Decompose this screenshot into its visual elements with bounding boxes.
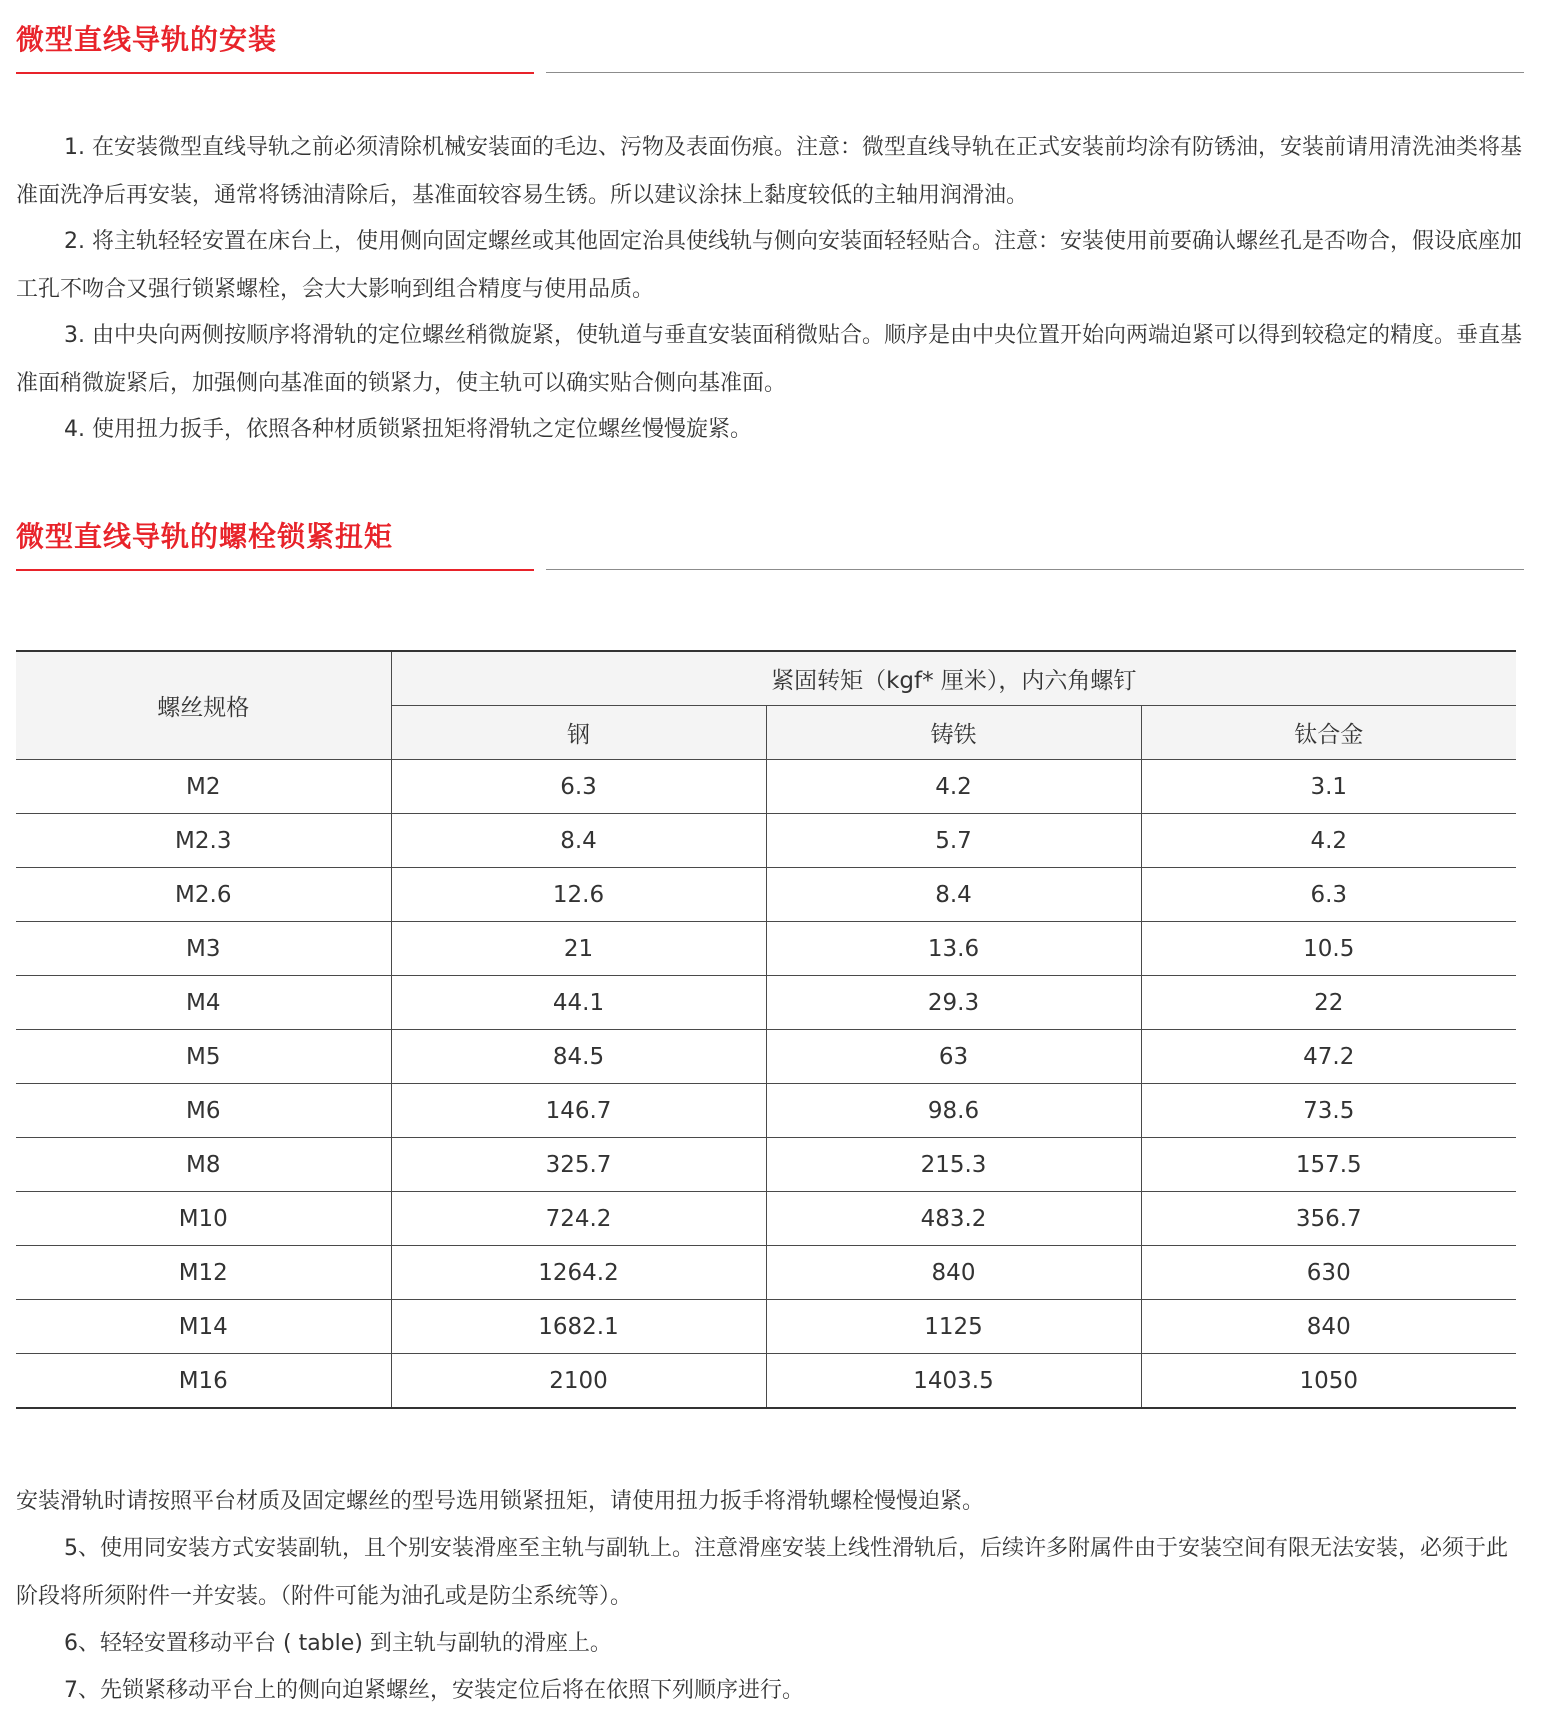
table-row xyxy=(16,760,1516,814)
cell-steel: 44.1 xyxy=(391,976,766,1030)
title-divider-gray xyxy=(546,569,1524,570)
cell-screw-spec: M2.3 xyxy=(16,814,391,868)
install-step-4: 4. 使用扭力扳手，依照各种材质锁紧扭矩将滑轨之定位螺丝慢慢旋紧。 xyxy=(64,417,752,442)
cell-steel: 84.5 xyxy=(391,1030,766,1084)
title-underline-red xyxy=(16,569,534,571)
cell-steel: 325.7 xyxy=(391,1138,766,1192)
cell-steel: 724.2 xyxy=(391,1192,766,1246)
cell-titanium-alloy: 356.7 xyxy=(1141,1192,1516,1246)
cell-titanium-alloy: 22 xyxy=(1141,976,1516,1030)
cell-titanium-alloy: 4.2 xyxy=(1141,814,1516,868)
install-step-6: 6、轻轻安置移动平台 ( table) 到主轨与副轨的滑座上。 xyxy=(64,1631,612,1656)
cell-cast-iron: 840 xyxy=(766,1246,1141,1300)
torque-table-header xyxy=(16,651,1516,760)
install-step-7: 7、先锁紧移动平台上的侧向迫紧螺丝，安装定位后将在依照下列顺序进行。 xyxy=(64,1678,804,1703)
cell-steel: 146.7 xyxy=(391,1084,766,1138)
cell-cast-iron: 63 xyxy=(766,1030,1141,1084)
cell-titanium-alloy: 3.1 xyxy=(1141,760,1516,814)
cell-cast-iron: 29.3 xyxy=(766,976,1141,1030)
install-step-1: 1. 在安装微型直线导轨之前必须清除机械安装面的毛边、污物及表面伤痕。注意：微型直线导轨在正式安装前均涂有防锈油，安装前请用清洗油类将基准面洗净后再安装，通常将锈油清除后，基准面较容易生锈。所以建议涂抹上黏度较低的主轴用润滑油。 xyxy=(16,135,1522,208)
cell-titanium-alloy: 1050 xyxy=(1141,1354,1516,1409)
section-title-installation: 微型直线导轨的安装 xyxy=(16,23,278,56)
cell-screw-spec: M14 xyxy=(16,1300,391,1354)
cell-cast-iron: 1403.5 xyxy=(766,1354,1141,1409)
install-step-3: 3. 由中央向两侧按顺序将滑轨的定位螺丝稍微旋紧，使轨道与垂直安装面稍微贴合。顺序是由中央位置开始向两端迫紧可以得到较稳定的精度。垂直基准面稍微旋紧后，加强侧向基准面的锁紧力，使主轨可以确实贴合侧向基准面。 xyxy=(16,323,1522,396)
cell-titanium-alloy: 630 xyxy=(1141,1246,1516,1300)
install-step-2: 2. 将主轨轻轻安置在床台上，使用侧向固定螺丝或其他固定治具使线轨与侧向安装面轻轻贴合。注意：安装使用前要确认螺丝孔是否吻合，假设底座加工孔不吻合又强行锁紧螺栓，会大大影响到组合精度与使用品质。 xyxy=(16,229,1522,302)
table-row xyxy=(16,922,1516,976)
title-underline-red xyxy=(16,72,534,74)
header-torque-group: 紧固转矩（kgf* 厘米），内六角螺钉 xyxy=(391,651,1516,706)
install-step-5: 5、使用同安装方式安装副轨，且个别安装滑座至主轨与副轨上。注意滑座安装上线性滑轨后，后续许多附属件由于安装空间有限无法安装，必须于此阶段将所须附件一并安装。（附件可能为油孔或是防尘系统等）。 xyxy=(16,1536,1509,1609)
table-row xyxy=(16,1192,1516,1246)
table-row xyxy=(16,1030,1516,1084)
cell-steel: 6.3 xyxy=(391,760,766,814)
title-divider-gray xyxy=(546,72,1524,73)
torque-table xyxy=(16,650,1516,1409)
cell-cast-iron: 1125 xyxy=(766,1300,1141,1354)
cell-cast-iron: 5.7 xyxy=(766,814,1141,868)
cell-cast-iron: 483.2 xyxy=(766,1192,1141,1246)
cell-titanium-alloy: 840 xyxy=(1141,1300,1516,1354)
table-row xyxy=(16,868,1516,922)
cell-titanium-alloy: 10.5 xyxy=(1141,922,1516,976)
table-row xyxy=(16,1246,1516,1300)
cell-titanium-alloy: 73.5 xyxy=(1141,1084,1516,1138)
header-titanium-alloy: 钛合金 xyxy=(1141,706,1516,760)
cell-screw-spec: M2 xyxy=(16,760,391,814)
cell-titanium-alloy: 6.3 xyxy=(1141,868,1516,922)
table-row xyxy=(16,1300,1516,1354)
cell-steel: 1682.1 xyxy=(391,1300,766,1354)
table-row xyxy=(16,976,1516,1030)
table-row xyxy=(16,1138,1516,1192)
section-header-installation xyxy=(16,20,1524,76)
cell-cast-iron: 8.4 xyxy=(766,868,1141,922)
cell-screw-spec: M12 xyxy=(16,1246,391,1300)
table-row xyxy=(16,1084,1516,1138)
cell-steel: 1264.2 xyxy=(391,1246,766,1300)
cell-screw-spec: M3 xyxy=(16,922,391,976)
torque-table-body xyxy=(16,760,1516,1409)
cell-steel: 2100 xyxy=(391,1354,766,1409)
cell-screw-spec: M2.6 xyxy=(16,868,391,922)
footer-note: 安装滑轨时请按照平台材质及固定螺丝的型号选用锁紧扭矩，请使用扭力扳手将滑轨螺栓慢慢迫紧。 xyxy=(16,1489,985,1514)
section-header-torque xyxy=(16,517,1524,573)
cell-titanium-alloy: 47.2 xyxy=(1141,1030,1516,1084)
cell-screw-spec: M5 xyxy=(16,1030,391,1084)
cell-cast-iron: 13.6 xyxy=(766,922,1141,976)
cell-cast-iron: 4.2 xyxy=(766,760,1141,814)
cell-screw-spec: M16 xyxy=(178,1367,228,1394)
cell-cast-iron: 98.6 xyxy=(766,1084,1141,1138)
cell-screw-spec: M8 xyxy=(16,1138,391,1192)
cell-screw-spec: M4 xyxy=(16,976,391,1030)
table-row xyxy=(16,814,1516,868)
cell-cast-iron: 215.3 xyxy=(766,1138,1141,1192)
cell-screw-spec: M6 xyxy=(16,1084,391,1138)
table-row xyxy=(16,1354,1516,1409)
cell-steel: 21 xyxy=(391,922,766,976)
cell-screw-spec: M10 xyxy=(16,1192,391,1246)
header-steel: 钢 xyxy=(391,706,766,760)
cell-titanium-alloy: 157.5 xyxy=(1141,1138,1516,1192)
header-screw-spec: 螺丝规格 xyxy=(16,651,391,760)
section-title-torque: 微型直线导轨的螺栓锁紧扭矩 xyxy=(16,520,394,553)
cell-steel: 12.6 xyxy=(391,868,766,922)
cell-steel: 8.4 xyxy=(391,814,766,868)
header-cast-iron: 铸铁 xyxy=(766,706,1141,760)
